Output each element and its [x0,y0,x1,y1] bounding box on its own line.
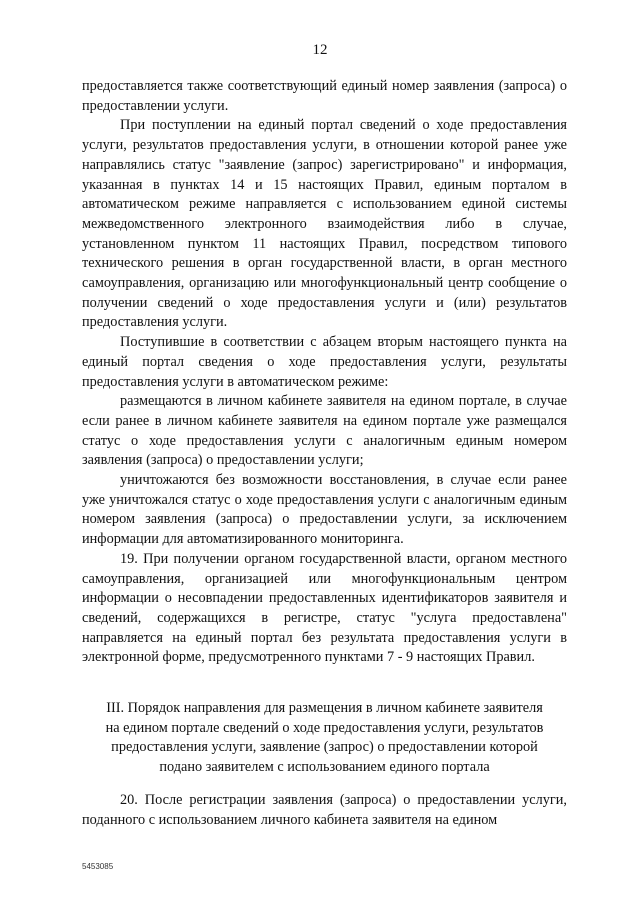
page-number: 12 [312,42,328,58]
paragraph-item-19: 19. При получении органом государственной власти, органом местного самоуправления, организацией или многофункциональным центром информации о несовпадении предоставленных идентификаторов заявителя и сведений, содержащихся в регистре, статус "услуга предоставлена" направляется на единый портал без результата предоставления услуги в электронной форме, предусмотренного пунктами 7 - 9 настоящих Правил. [82,550,567,666]
document-code: 5453085 [82,862,114,871]
paragraph-item-20: 20. После регистрации заявления (запроса) о предоставлении услуги, поданного с использованием личного кабинета заявителя на едином [82,792,567,828]
paragraph-continuation: предоставляется также соответствующий единый номер заявления (запроса) о предоставлении услуги. [82,78,567,114]
document-body-continued [82,791,567,830]
section-heading-line: III. Порядок направления для размещения в личном кабинете заявителя [106,700,543,716]
document-body [82,77,567,668]
paragraph-placed: размещаются в личном кабинете заявителя на едином портале, в случае если ранее в личном кабинете заявителя на едином портале уже размещался статус о ходе предоставления услуги с аналогичным единым номером заявления (запроса) о предоставлении услуги; [82,393,567,469]
paragraph-received-info: Поступившие в соответствии с абзацем вторым настоящего пункта на единый портал сведения о ходе предоставления услуги, результаты предоставления услуги в автоматическом режиме: [82,334,567,390]
section-heading-line: предоставления услуги, заявление (запрос) о предоставлении которой [111,739,538,756]
section-heading [82,699,567,778]
section-heading-line: подано заявителем с использованием единого портала [159,759,490,776]
paragraph-destroyed: уничтожаются без возможности восстановления, в случае если ранее уже уничтожался статус о ходе предоставления услуги с аналогичным единым номером заявления (запроса) о предоставлении услуги, за исключением информации для автоматизированного мониторинга. [82,472,567,548]
section-heading-line: на едином портале сведений о ходе предоставления услуги, результатов [105,719,544,736]
paragraph-portal-receipt: При поступлении на единый портал сведений о ходе предоставления услуги, результатов предоставления услуги, в отношении которой ранее уже направлялись статус "заявление (запрос) зарегистрировано" и информация, указанная в пунктах 14 и 15 настоящих Правил, единым порталом в автоматическом режиме направляется с использованием единой системы межведомственного электронного взаимодействия либо в случае, установленном пунктом 11 настоящих Правил, посредством типового технического решения в орган государственной власти, в орган местного самоуправления, организацию или многофункциональный центр сообщение о получении сведений о ходе предоставления услуги и (или) результатов предоставления услуги. [82,117,567,331]
